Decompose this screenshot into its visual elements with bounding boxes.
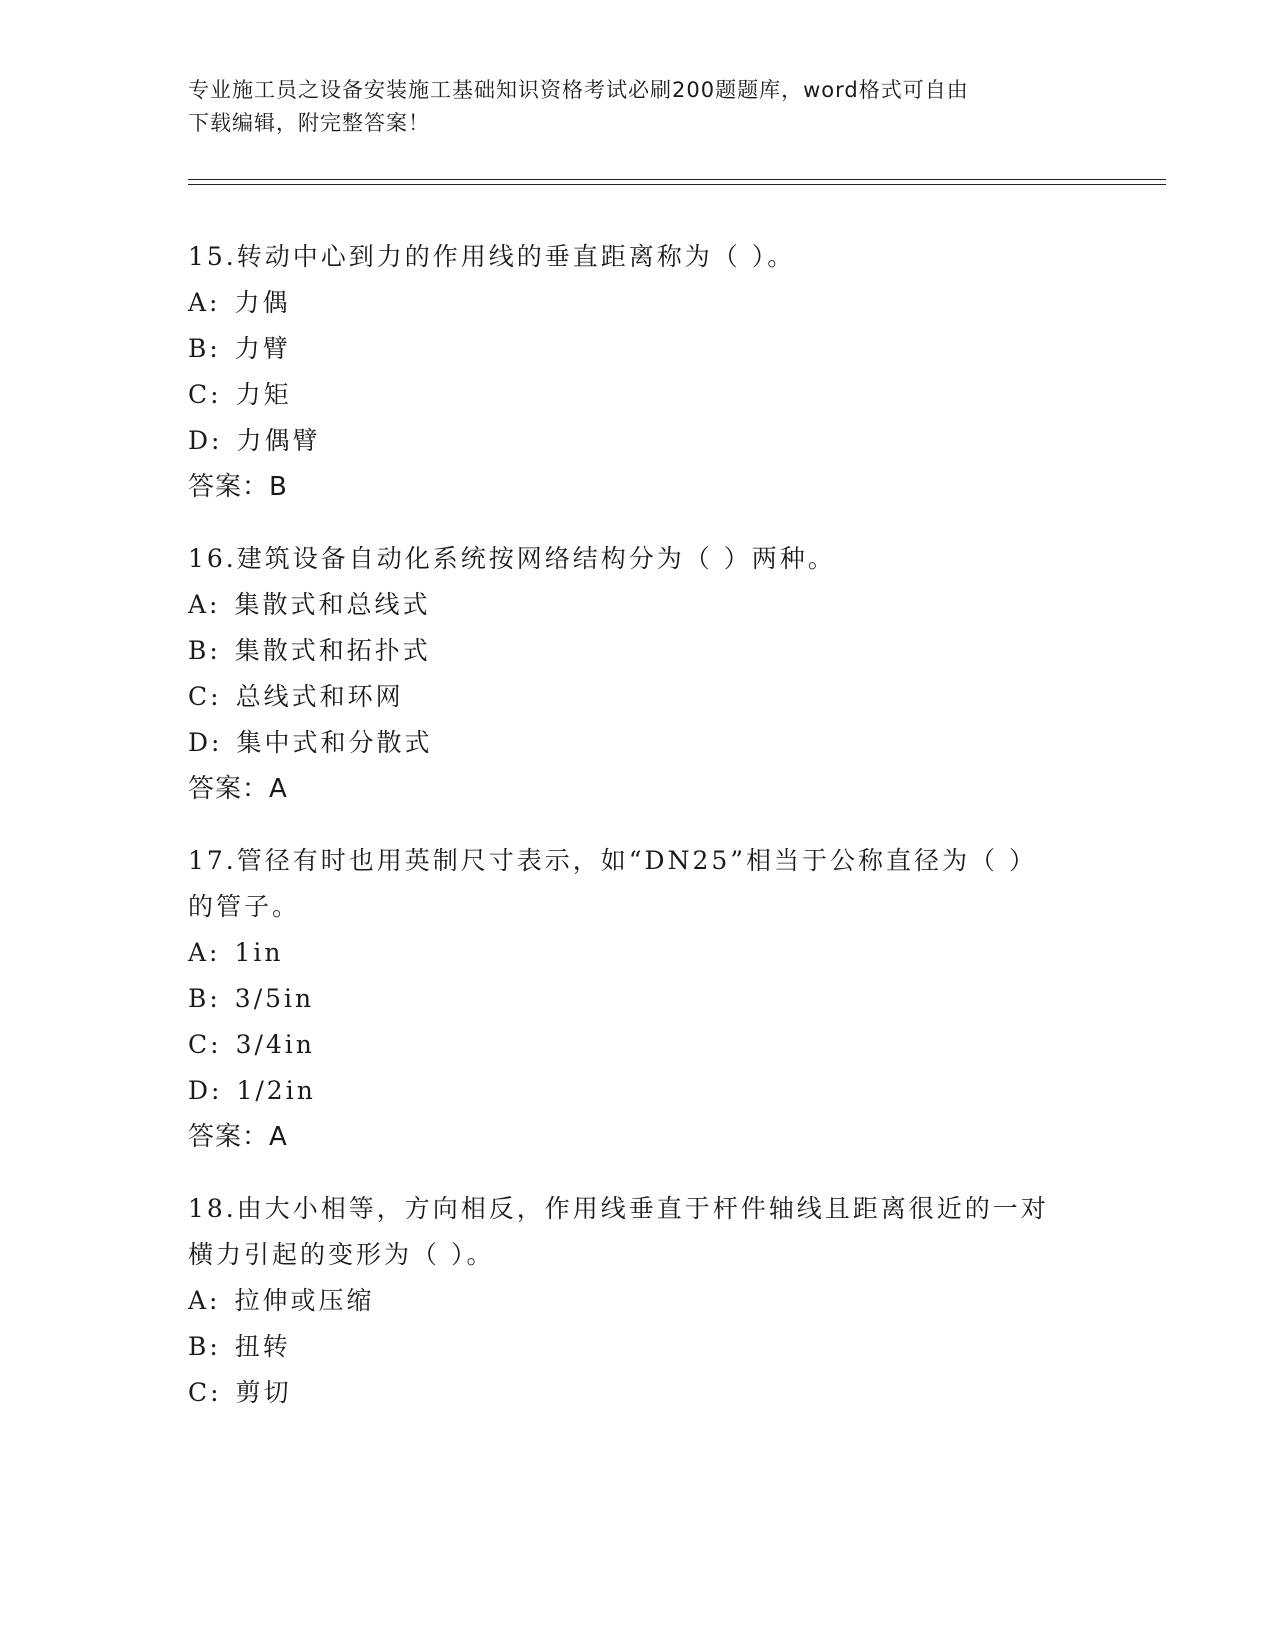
option-key: B: (188, 636, 221, 665)
question-stem: 16.建筑设备自动化系统按网络结构分为（ ）两种。 (188, 544, 836, 573)
option-text: 1/2in (236, 1076, 316, 1105)
question-stem: 15.转动中心到力的作用线的垂直距离称为（ ）。 (188, 242, 796, 271)
option-d (188, 418, 1088, 464)
header-divider-top (188, 179, 1166, 180)
option-text: 集散式和总线式 (234, 590, 431, 619)
option-d (188, 720, 1088, 766)
option-text: 力偶臂 (236, 426, 321, 455)
option-key: A: (188, 1286, 221, 1315)
option-text: 力臂 (234, 334, 291, 363)
option-a (188, 1278, 1088, 1324)
question-stem-continued: 横力引起的变形为（ ）。 (188, 1240, 495, 1269)
option-c (188, 1370, 1088, 1416)
option-key: B: (188, 1332, 221, 1361)
option-b (188, 628, 1088, 674)
option-key: C: (188, 380, 222, 409)
option-text: 剪切 (235, 1378, 292, 1407)
option-key: D: (188, 426, 223, 455)
question-list (188, 234, 1088, 1442)
option-key: C: (188, 682, 222, 711)
option-key: B: (188, 984, 221, 1013)
answer-line: 答案：A (188, 774, 288, 804)
answer-line: 答案：B (188, 472, 288, 502)
option-text: 3/4in (235, 1030, 315, 1059)
option-key: D: (188, 1076, 223, 1105)
option-b (188, 1324, 1088, 1370)
option-a (188, 930, 1088, 976)
answer-line: 答案：A (188, 1122, 288, 1152)
option-c (188, 674, 1088, 720)
option-a (188, 280, 1088, 326)
option-key: A: (188, 590, 221, 619)
option-text: 3/5in (234, 984, 315, 1013)
option-text: 1in (234, 938, 284, 967)
question-18 (188, 1186, 1088, 1416)
option-b (188, 326, 1088, 372)
option-c (188, 372, 1088, 418)
option-text: 集散式和拓扑式 (234, 636, 431, 665)
question-stem: 18.由大小相等，方向相反，作用线垂直于杆件轴线且距离很近的一对 (188, 1194, 1049, 1223)
option-text: 扭转 (234, 1332, 291, 1361)
option-key: A: (188, 288, 221, 317)
question-16 (188, 536, 1088, 812)
option-key: C: (188, 1030, 222, 1059)
option-key: D: (188, 728, 223, 757)
question-17 (188, 838, 1088, 1160)
document-header (188, 74, 1088, 140)
header-divider-bottom (188, 184, 1166, 185)
option-key: C: (188, 1378, 222, 1407)
option-a (188, 582, 1088, 628)
option-text: 力矩 (235, 380, 292, 409)
option-b (188, 976, 1088, 1022)
header-line-2: 下载编辑，附完整答案！ (188, 111, 430, 135)
option-key: A: (188, 938, 221, 967)
header-line-1: 专业施工员之设备安装施工基础知识资格考试必刷200题题库，word格式可自由 (188, 78, 969, 102)
question-15 (188, 234, 1088, 510)
option-text: 总线式和环网 (235, 682, 404, 711)
option-text: 集中式和分散式 (236, 728, 433, 757)
option-text: 力偶 (234, 288, 291, 317)
option-text: 拉伸或压缩 (234, 1286, 375, 1315)
question-stem: 17.管径有时也用英制尺寸表示，如“DN25”相当于公称直径为（ ） (188, 846, 1037, 875)
option-key: B: (188, 334, 221, 363)
option-c (188, 1022, 1088, 1068)
option-d (188, 1068, 1088, 1114)
question-stem-continued: 的管子。 (188, 892, 301, 921)
